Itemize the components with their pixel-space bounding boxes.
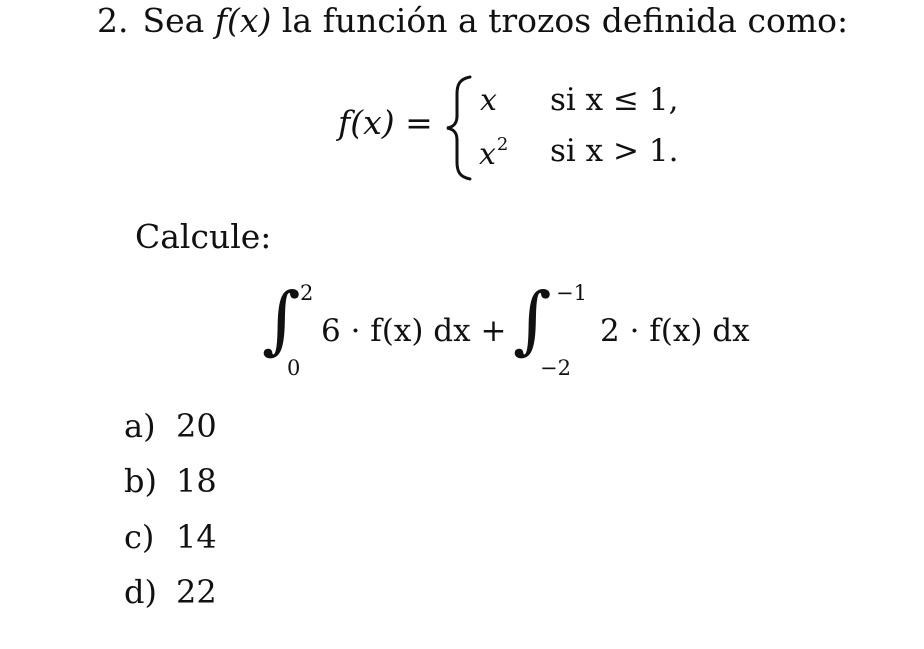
case-1-value: x xyxy=(480,83,497,118)
option-c-value: 14 xyxy=(176,518,217,556)
question-text-before: Sea xyxy=(142,1,215,40)
option-d-key: d) xyxy=(124,573,157,611)
option-c[interactable] xyxy=(124,518,217,556)
question-number: 2. xyxy=(97,1,129,40)
piecewise-lhs: f(x) = xyxy=(338,103,433,142)
case-1-condition: si x ≤ 1, xyxy=(550,82,679,118)
option-b-key: b) xyxy=(124,462,157,500)
integral-sign-1: ∫ xyxy=(262,277,301,363)
option-b[interactable] xyxy=(124,462,217,500)
option-a-key: a) xyxy=(124,407,156,445)
integral-2-lower-limit: −2 xyxy=(540,356,571,380)
integral-2-upper-limit: −1 xyxy=(556,281,587,305)
option-b-value: 18 xyxy=(176,462,217,500)
integral-1-upper-limit: 2 xyxy=(300,281,314,305)
case-2-condition: si x > 1. xyxy=(550,133,679,169)
question-statement xyxy=(97,1,849,40)
integral-2-integrand: 2 · f(x) dx xyxy=(600,313,750,349)
question-function-symbol: f(x) xyxy=(214,1,272,40)
option-a-value: 20 xyxy=(176,407,217,445)
left-brace-icon xyxy=(444,74,474,182)
option-c-key: c) xyxy=(124,518,155,556)
instruction-text: Calcule: xyxy=(135,217,272,256)
integral-sign-2: ∫ xyxy=(513,277,552,363)
case-2-value xyxy=(479,136,508,170)
question-text-after: la función a trozos definida como: xyxy=(271,1,849,40)
integral-1-integrand: 6 · f(x) dx + xyxy=(321,313,507,349)
case-2-exponent: 2 xyxy=(496,134,509,155)
option-d-value: 22 xyxy=(176,573,217,611)
option-a[interactable] xyxy=(124,407,217,445)
integral-1-lower-limit: 0 xyxy=(287,356,301,380)
option-d[interactable] xyxy=(124,573,217,611)
case-2-base: x xyxy=(479,137,496,172)
